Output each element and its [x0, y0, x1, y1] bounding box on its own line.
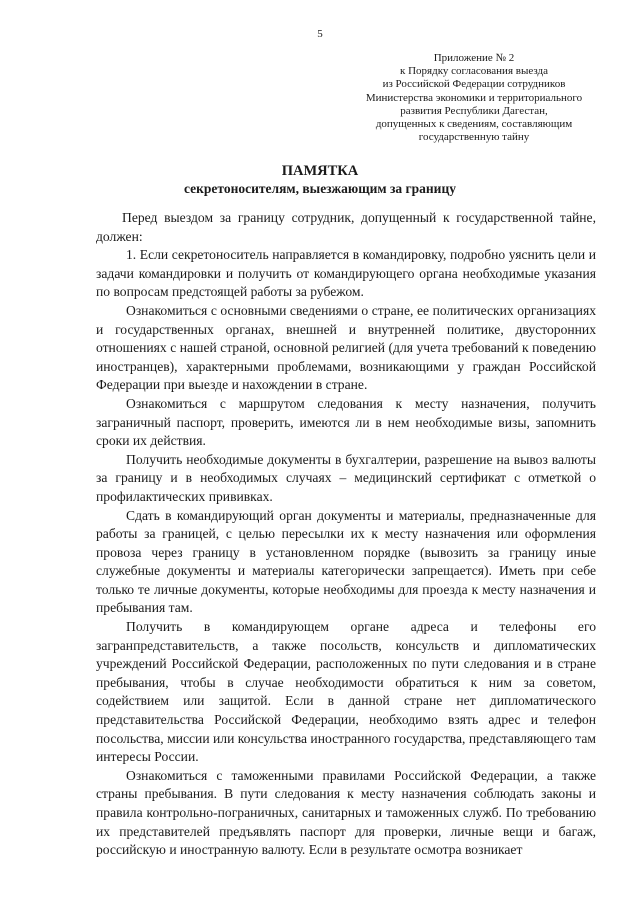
- body-paragraph: Сдать в командирующий орган документы и материалы, предназначенные для работы за границей, с целью пересылки их к месту назначения или оформления провоза через границу в установленном порядке (вывозить за границу иные служебные документы и материалы категорически запрещается). Иметь при себе только те личные документы, которые необходимы для проезда к месту назначения и пребывания там.: [96, 507, 596, 616]
- body-paragraph: Ознакомиться с основными сведениями о стране, ее политических организациях и государственных органах, внешней и внутренней политике, двусторонних отношениях с нашей страной, основной религией (для учета требований к поведению иностранцев), характерными проблемами, возникающими у граждан Российской Федерации при выезде и нахождении в стране.: [96, 302, 596, 393]
- appendix-line: государственную тайну: [418, 131, 530, 144]
- body-paragraph: Ознакомиться с таможенными правилами Российской Федерации, а также страны пребывания. В пути следования к месту назначения соблюдать законы и правила контрольно-пограничных, санитарных и таможенных служб. По требованию их представителей предъявлять паспорт для проверки, личные вещи и багаж, российскую и иностранную валюту. Если в результате осмотра возникает: [96, 767, 596, 858]
- document-body: [96, 209, 596, 860]
- body-paragraph: Получить необходимые документы в бухгалтерии, разрешение на вывоз валюты за границу и в необходимых случаях – медицинский сертификат с отметкой о профилактических прививках.: [96, 451, 596, 504]
- appendix-line: развития Республики Дагестан,: [400, 104, 548, 117]
- body-paragraph: Получить в командирующем органе адреса и телефоны его загранпредставительств, а также посольств, консульств и дипломатических учреждений Российской Федерации, расположенных по пути следования и в стране пребывания, чтобы в случае необходимости обратиться к ним за советом, содействием или защитой. Если в данной стране нет дипломатического представительства Российской Федерации, необходимо взять адрес и телефон посольства, миссии или консульства иностранного государства, представляющего там интересы России.: [96, 619, 596, 765]
- appendix-line: допущенных к сведениям, составляющим: [375, 118, 573, 131]
- document-subtitle: секретоносителям, выезжающим за границу: [183, 181, 456, 196]
- appendix-block: [346, 52, 602, 144]
- page-number: 5: [317, 28, 323, 40]
- appendix-line: Приложение № 2: [433, 52, 515, 64]
- body-paragraph: 1. Если секретоноситель направляется в командировку, подробно уяснить цели и задачи командировки и получить от командирующего органа необходимые указания по вопросам предстоящей работы за рубежом.: [96, 247, 596, 300]
- appendix-line: из Российской Федерации сотрудников: [382, 78, 566, 91]
- appendix-line: к Порядку согласования выезда: [400, 65, 548, 78]
- body-paragraph: Ознакомиться с маршрутом следования к месту назначения, получить заграничный паспорт, проверить, имеются ли в нем необходимые визы, запомнить сроки их действия.: [96, 395, 596, 449]
- document-title: ПАМЯТКА: [281, 163, 359, 179]
- appendix-line: Министерства экономики и территориального: [365, 91, 583, 104]
- body-paragraph: Перед выездом за границу сотрудник, допущенный к государственной тайне, должен:: [96, 210, 596, 244]
